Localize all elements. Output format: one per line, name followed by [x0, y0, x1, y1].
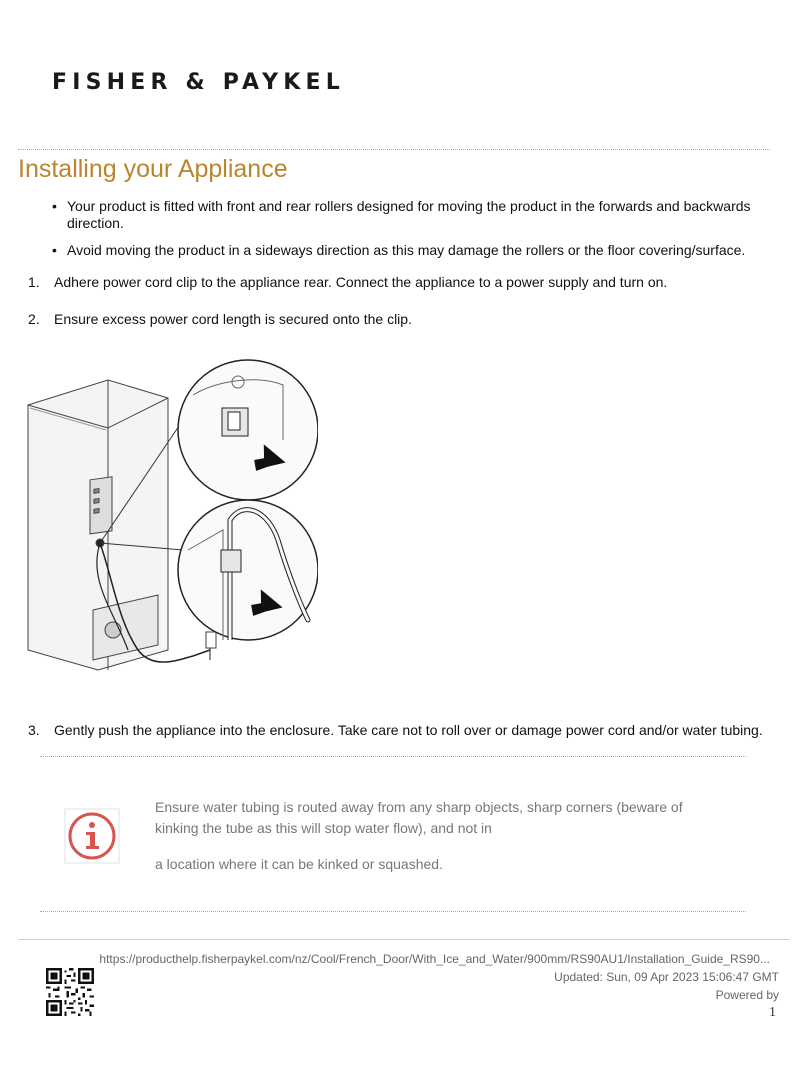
page-number: 1: [769, 1005, 776, 1020]
power-cord-clip-illustration: [18, 350, 318, 680]
footer-divider: [18, 939, 790, 940]
note-text-1: Ensure water tubing is routed away from any sharp objects, sharp corners (beware of kinking the tube as this will stop water flow), and not in: [155, 799, 683, 836]
step-number: 2.: [28, 311, 40, 327]
source-url-link[interactable]: https://producthelp.fisherpaykel.com/nz/Cool/French_Door/With_Ice_and_Water/900mm/RS90AU1/Installation_Guide_RS90...: [99, 952, 770, 966]
powered-by-label: Powered by: [715, 988, 779, 1002]
step-text: Ensure excess power cord length is secured onto the clip.: [54, 311, 412, 327]
bullet-list: [52, 198, 770, 269]
step-number: 3.: [28, 722, 40, 738]
step-text: Adhere power cord clip to the appliance rear. Connect the appliance to a power supply and turn on.: [54, 274, 668, 290]
step-2: [28, 311, 412, 328]
bullet-item: • Your product is fitted with front and rear rollers designed for moving the product in the forwards and backwards direction.: [52, 198, 770, 232]
bullet-item: • Avoid moving the product in a sideways direction as this may damage the rollers or the floor covering/surface.: [52, 242, 770, 259]
brand-logo: FISHER & PAYKEL: [52, 70, 345, 95]
header-divider: [18, 149, 770, 150]
step-text: Gently push the appliance into the enclosure. Take care not to roll over or damage power cord and/or water tubing.: [54, 722, 763, 738]
step-3: [28, 722, 763, 739]
info-icon: [64, 808, 120, 864]
note-divider-bottom: [40, 911, 746, 912]
note-divider-top: [40, 756, 746, 757]
note-text-2: a location where it can be kinked or squashed.: [155, 856, 443, 872]
step-number: 1.: [28, 274, 40, 290]
qr-code: [46, 968, 94, 1016]
section-title: Installing your Appliance: [18, 155, 288, 183]
updated-timestamp: Updated: Sun, 09 Apr 2023 15:06:47 GMT: [554, 970, 779, 984]
step-1: [28, 274, 667, 291]
